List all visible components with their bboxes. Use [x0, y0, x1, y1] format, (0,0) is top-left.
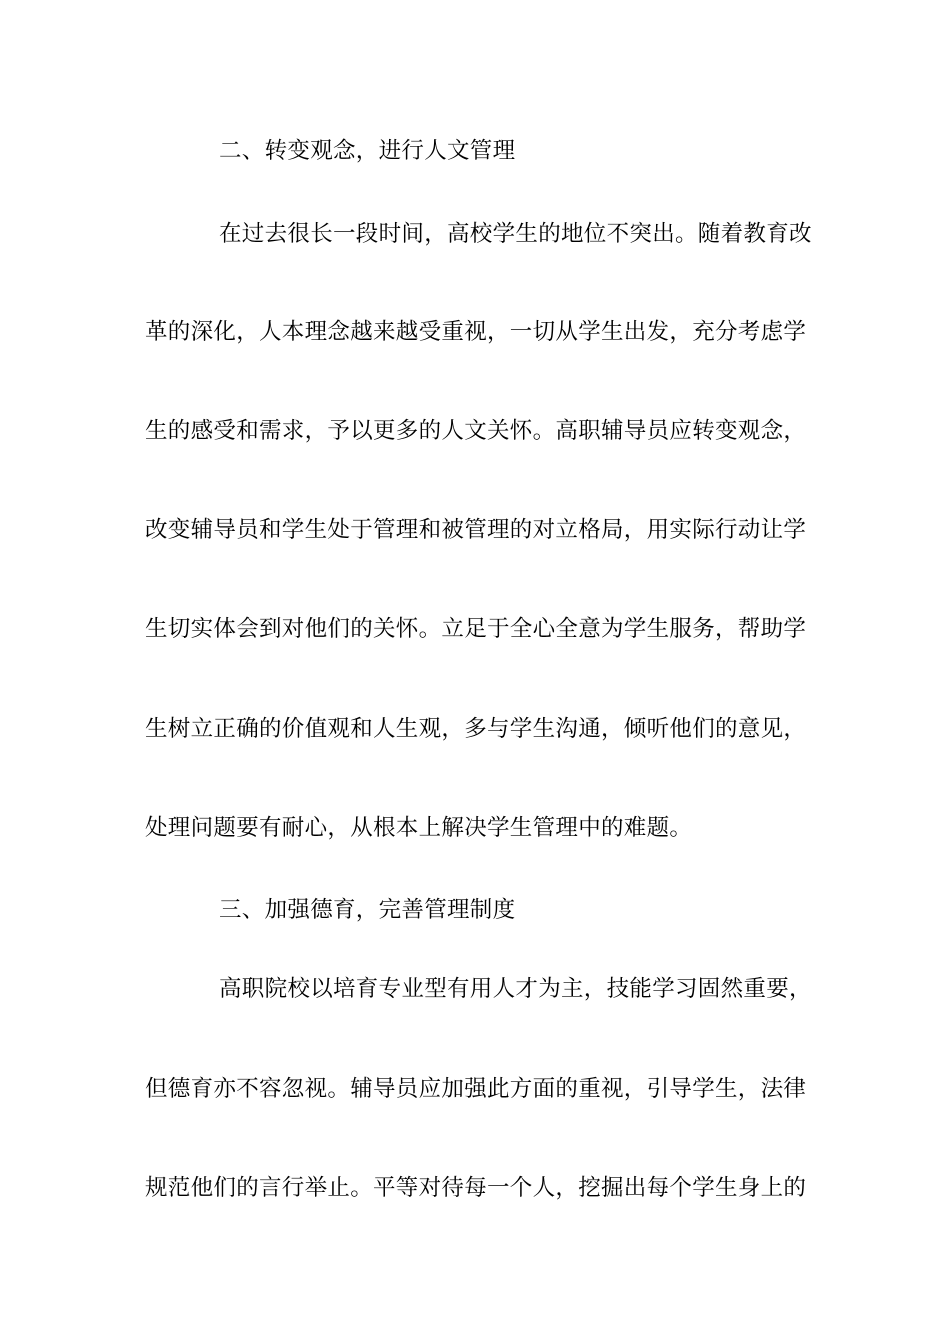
- paragraph-line: 生切实体会到对他们的关怀。立足于全心全意为学生服务，帮助学: [145, 616, 807, 642]
- paragraph-line: 在过去很长一段时间，高校学生的地位不突出。随着教育改: [219, 221, 812, 247]
- paragraph-line: 处理问题要有耐心，从根本上解决学生管理中的难题。: [145, 815, 693, 841]
- section-heading-3: 三、加强德育，完善管理制度: [219, 897, 516, 923]
- paragraph-line: 但德育亦不容忽视。辅导员应加强此方面的重视，引导学生，法律: [145, 1076, 807, 1102]
- paragraph-line: 高职院校以培育专业型有用人才为主，技能学习固然重要，: [219, 976, 812, 1002]
- section-heading-2: 二、转变观念，进行人文管理: [219, 138, 516, 164]
- paragraph-line: 规范他们的言行举止。平等对待每一个人，挖掘出每个学生身上的: [145, 1175, 807, 1201]
- paragraph-line: 革的深化，人本理念越来越受重视，一切从学生出发，充分考虑学: [145, 319, 807, 345]
- paragraph-line: 生的感受和需求，予以更多的人文关怀。高职辅导员应转变观念，: [145, 418, 807, 444]
- paragraph-line: 生树立正确的价值观和人生观，多与学生沟通，倾听他们的意见，: [145, 716, 807, 742]
- paragraph-line: 改变辅导员和学生处于管理和被管理的对立格局，用实际行动让学: [145, 517, 807, 543]
